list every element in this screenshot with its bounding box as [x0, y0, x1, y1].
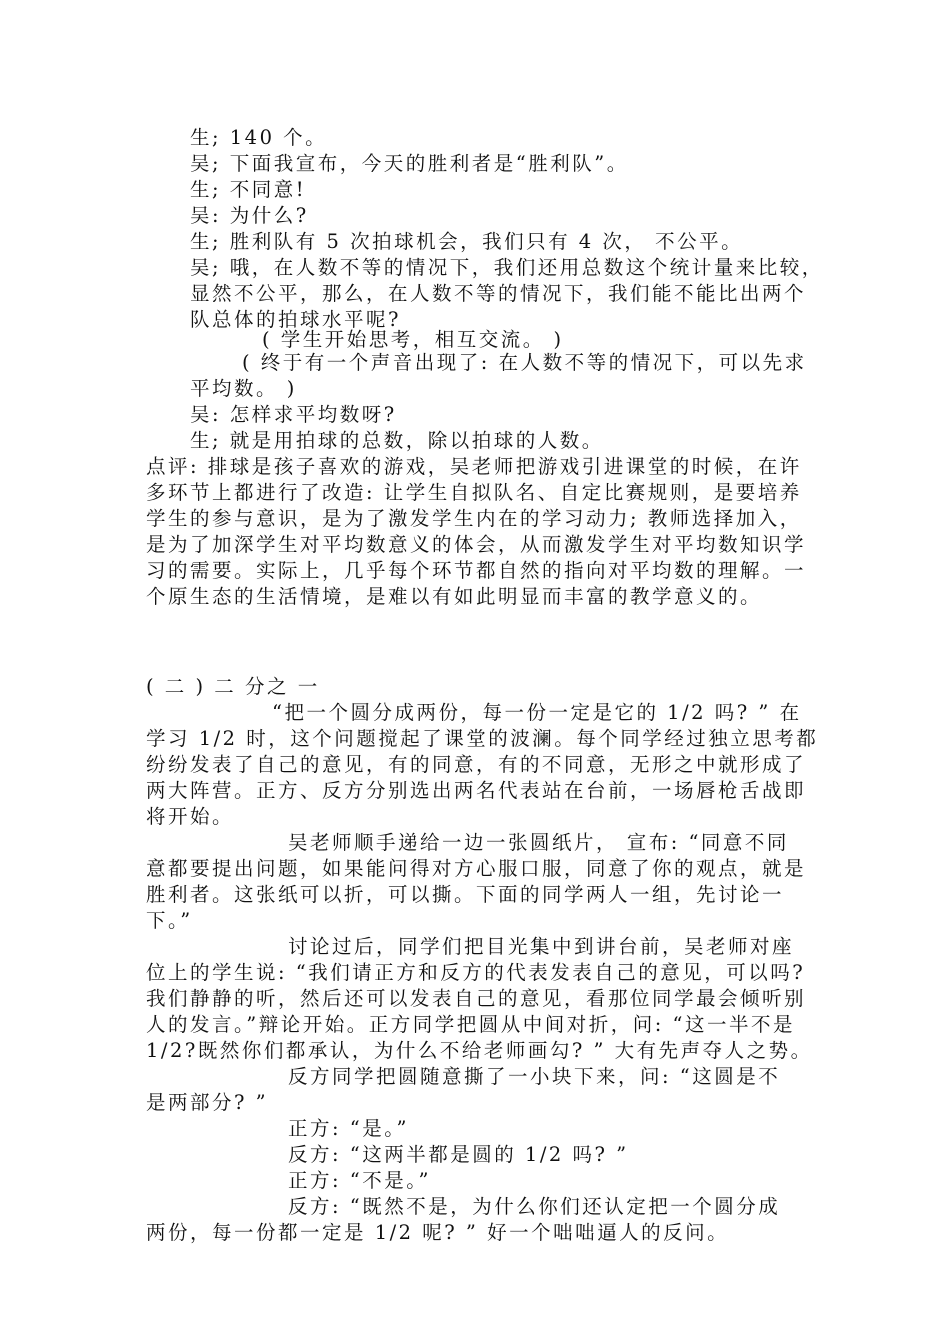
body-line: 纷纷发表了自己的意见，有的同意，有的不同意，无形之中就形成了 [146, 753, 807, 776]
comment-line: 多环节上都进行了改造: 让学生自拟队名、自定比赛规则，是要培养 [146, 481, 802, 504]
body-line: 胜利者。这张纸可以折，可以撕。下面的同学两人一组，先讨论一 [146, 883, 785, 906]
dialogue-line: 吴: 为什么? [190, 204, 309, 227]
dialogue-line: 吴; 哦，在人数不等的情况下，我们还用总数这个统计量来比较， [190, 256, 824, 279]
body-line: 吴老师顺手递给一边一张圆纸片， 宣布: “同意不同 [288, 831, 789, 854]
dialogue-line: ( 终于有一个声音出现了: 在人数不等的情况下，可以先求 [242, 351, 807, 374]
dialogue-line: 队总体的拍球水平呢? [190, 308, 401, 331]
body-line: 正方: “不是。” [288, 1169, 431, 1192]
body-line: 下。” [146, 909, 193, 932]
body-line: 1/2?既然你们都承认，为什么不给老师画勾? ” 大有先声夺人之势。 [146, 1039, 813, 1062]
dialogue-line: 吴: 怎样求平均数呀? [190, 403, 397, 426]
body-line: 反方: “既然不是，为什么你们还认定把一个圆分成 [288, 1195, 781, 1218]
comment-line: 习的需要。实际上，几乎每个环节都自然的指向对平均数的理解。一 [146, 559, 807, 582]
dialogue-line: 显然不公平，那么，在人数不等的情况下，我们能不能比出两个 [190, 282, 807, 305]
dialogue-line: 生; 就是用拍球的总数，除以拍球的人数。 [190, 429, 604, 452]
body-line: 两大阵营。正方、反方分别选出两名代表站在台前，一场唇枪舌战即 [146, 779, 807, 802]
dialogue-line: 平均数。 ) [190, 377, 297, 400]
dialogue-line: 生; 不同意! [190, 178, 307, 201]
body-line: 两份，每一份都一定是 1/2 呢? ” 好一个咄咄逼人的反问。 [146, 1221, 730, 1244]
body-line: 反方同学把圆随意撕了一小块下来，问: “这圆是不 [288, 1065, 781, 1088]
body-line: 学习 1/2 时，这个问题搅起了课堂的波澜。每个同学经过独立思考都 [146, 727, 819, 750]
dialogue-line: 吴; 下面我宣布，今天的胜利者是“胜利队”。 [190, 152, 629, 175]
body-line: “把一个圆分成两份，每一份一定是它的 1/2 吗? ” 在 [272, 701, 802, 724]
dialogue-line: 生; 胜利队有 5 次拍球机会，我们只有 4 次， 不公平。 [190, 230, 744, 253]
comment-line: 是为了加深学生对平均数意义的体会，从而激发学生对平均数知识学 [146, 533, 807, 556]
body-line: 将开始。 [146, 805, 235, 828]
body-line: 人的发言。”辩论开始。正方同学把圆从中间对折，问: “这一半不是 [146, 1013, 795, 1036]
body-line: 讨论过后，同学们把目光集中到讲台前，吴老师对座 [288, 935, 795, 958]
body-line: 正方: “是。” [288, 1117, 409, 1140]
section-title: ( 二 ) 二 分之 一 [146, 675, 320, 698]
dialogue-line: ( 学生开始思考，相互交流。 ) [262, 328, 564, 351]
body-line: 反方: “这两半都是圆的 1/2 吗? ” [288, 1143, 629, 1166]
body-line: 我们静静的听，然后还可以发表自己的意见，看那位同学最会倾听别 [146, 987, 807, 1010]
comment-line: 学生的参与意识，是为了激发学生内在的学习动力; 教师选择加入， [146, 507, 802, 530]
dialogue-line: 生; 140 个。 [190, 126, 328, 149]
body-line: 位上的学生说: “我们请正方和反方的代表发表自己的意见，可以吗? [146, 961, 806, 984]
comment-line: 点评: 排球是孩子喜欢的游戏，吴老师把游戏引进课堂的时候，在许 [146, 455, 802, 478]
body-line: 是两部分? ” [146, 1091, 269, 1114]
body-line: 意都要提出问题，如果能问得对方心服口服，同意了你的观点，就是 [146, 857, 807, 880]
comment-line: 个原生态的生活情境，是难以有如此明显而丰富的教学意义的。 [146, 585, 763, 608]
